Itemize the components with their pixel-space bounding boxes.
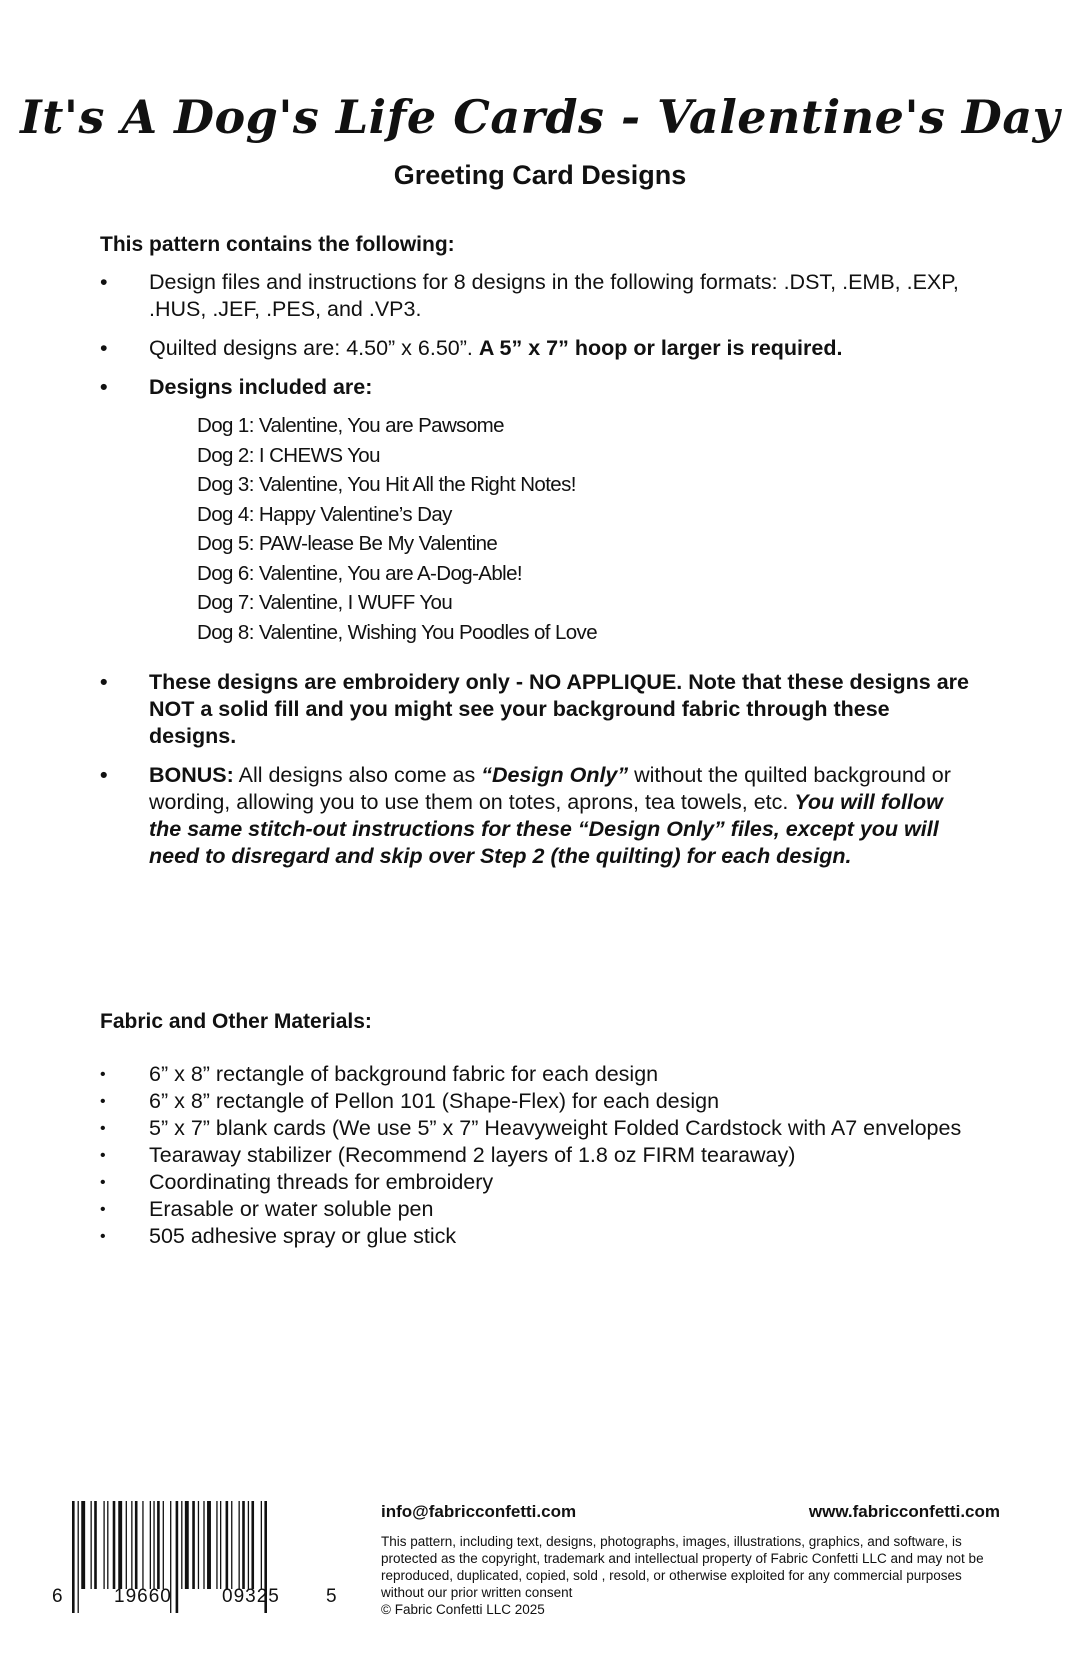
list-item [100,1142,980,1169]
design-item: Dog 2: I CHEWS You [197,443,380,467]
list-item [100,269,980,323]
bullet-icon: • [100,763,108,787]
contents-heading: This pattern contains the following: [100,233,455,256]
legal-notice [381,1533,1006,1618]
bullet-icon: • [100,670,108,694]
barcode-digits-right: 09325 [222,1586,280,1607]
formats-text: Design files and instructions for 8 designs in the following formats: .DST, .EMB, .EXP, .HUS, .JEF, .PES, and .VP3. [149,270,959,321]
design-item: Dog 4: Happy Valentine’s Day [197,502,452,526]
list-item [100,669,980,750]
bullet-icon: • [100,1201,106,1218]
material-item: Erasable or water soluble pen [149,1197,434,1221]
size-text: Quilted designs are: 4.50” x 6.50”. [149,336,479,360]
bullet-icon: • [100,336,108,360]
website-link[interactable]: www.fabricconfetti.com [808,1502,1000,1521]
design-item: Dog 1: Valentine, You are Pawsome [197,414,504,437]
page-subtitle: Greeting Card Designs [393,160,687,190]
designs-heading: Designs included are: [149,375,373,399]
design-item: Dog 5: PAW-lease Be My Valentine [197,532,498,555]
design-item: Dog 8: Valentine, Wishing You Poodles of Love [197,620,597,644]
list-item [100,1088,980,1115]
material-item: 505 adhesive spray or glue stick [149,1224,457,1248]
design-item: Dog 7: Valentine, I WUFF You [197,591,453,614]
legal-text: This pattern, including text, designs, photographs, images, illustrations, graphics, and software, is protected as the copyright, trademark and intellectual property of Fabric Confetti LLC and may not be reproduced, duplicated, copied, sold , resold, or otherwise exploited for any commercial purposes without our prior written consent [381,1534,984,1600]
design-item: Dog 3: Valentine, You Hit All the Right Notes! [197,473,576,496]
materials-heading: Fabric and Other Materials: [100,1010,372,1033]
list-item [100,335,980,362]
barcode-lead-digit: 6 [52,1586,63,1607]
list-item [100,374,980,647]
page-title: It's A Dog's Life Cards - Valentine's Day [20,90,1060,144]
list-item [100,762,980,870]
list-item [100,1223,980,1250]
material-item: Coordinating threads for embroidery [149,1170,494,1194]
bullet-icon: • [100,1093,106,1110]
barcode-digits-left: 19660 [114,1586,172,1607]
bullet-icon: • [100,1120,106,1137]
list-item [100,1061,980,1088]
bullet-icon: • [100,1066,106,1083]
list-item [100,1169,980,1196]
bonus-text: All designs also come as [233,763,482,787]
materials-list [100,1061,980,1250]
barcode-icon [66,1501,339,1619]
design-list [149,411,980,647]
embroidery-note: These designs are embroidery only - NO APPLIQUE. Note that these designs are NOT a solid fill and you might see your background fabric through these designs. [149,670,970,748]
bullet-icon: • [100,1228,106,1245]
bonus-label: BONUS: [149,763,234,787]
design-only-label: “Design Only” [481,763,629,787]
material-item: Tearaway stabilizer (Recommend 2 layers of 1.8 oz FIRM tearaway) [149,1143,796,1167]
bullet-icon: • [100,375,108,399]
bonus-instructions: You will follow the same stitch-out instructions for these “Design Only” files, except you will need to disregard and skip over Step 2 (the quilting) for each design. [149,790,943,868]
bullet-icon: • [100,270,108,294]
contents-list [100,269,980,882]
design-item: Dog 6: Valentine, You are A-Dog-Able! [197,561,523,585]
barcode-check-digit: 5 [326,1586,337,1607]
bullet-icon: • [100,1174,106,1191]
material-item: 5” x 7” blank cards (We use 5” x 7” Heavyweight Folded Cardstock with A7 envelopes [149,1116,962,1140]
hoop-requirement: A 5” x 7” hoop or larger is required. [478,336,843,360]
copyright-text: © Fabric Confetti LLC 2025 [381,1602,545,1617]
material-item: 6” x 8” rectangle of background fabric for each design [149,1062,659,1086]
list-item [100,1196,980,1223]
list-item [100,1115,980,1142]
bonus-text-2: without the quilted background or wording, allowing you to use them on totes, aprons, tea towels, etc. [149,763,951,814]
material-item: 6” x 8” rectangle of Pellon 101 (Shape-Flex) for each design [149,1089,720,1113]
bullet-icon: • [100,1147,106,1164]
contact-email[interactable]: info@fabricconfetti.com [381,1502,577,1521]
